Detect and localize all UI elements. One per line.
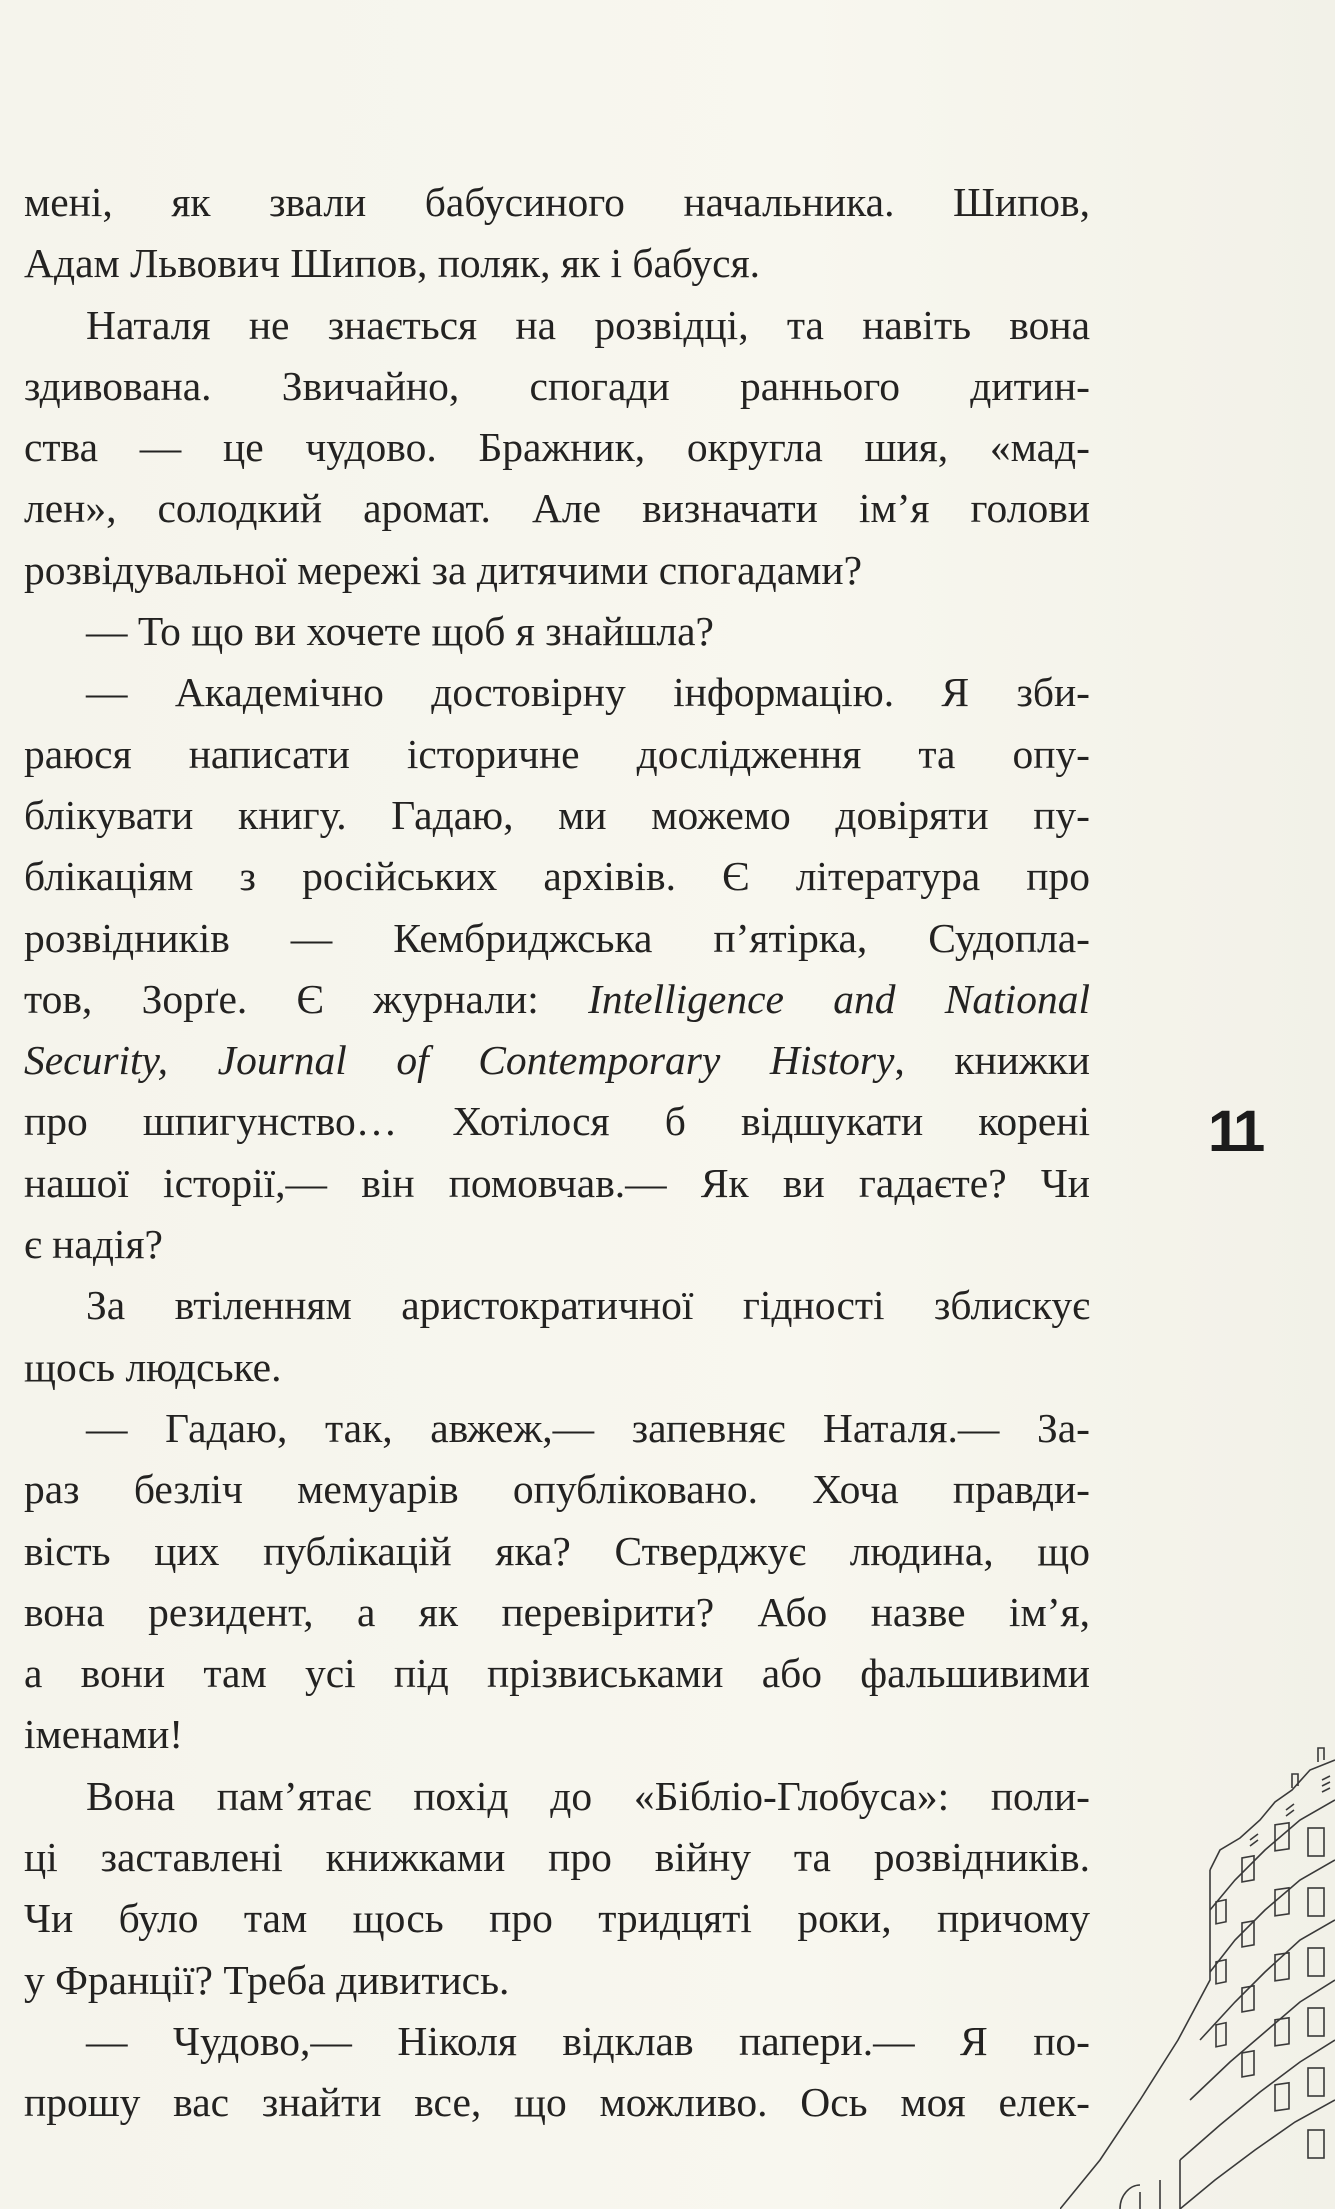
text-line: ства — це чудово. Бражник, округла шия, «мад-: [24, 424, 1090, 471]
text-line: раз безліч мемуарів опубліковано. Хоча правди-: [24, 1466, 1090, 1513]
text-line: — Академічно достовірну інформацію. Я зби-: [86, 669, 1090, 716]
text-line: вона резидент, а як перевірити? Або назве ім’я,: [24, 1588, 1090, 1635]
page-number: 11: [1208, 1099, 1262, 1164]
text-run: тов, Зорґе. Є журнали:: [24, 975, 589, 1022]
text-line: у Франції? Треба дивитись.: [24, 1956, 510, 2003]
text-line: щось людське.: [24, 1343, 282, 1390]
text-line: — Чудово,— Ніколя відклав папери.— Я по-: [86, 2017, 1090, 2064]
text-line: нашої історії,— він помовчав.— Як ви гадаєте? Чи: [24, 1159, 1090, 1206]
text-line: розвідувальної мережі за дитячими спогадами?: [24, 546, 863, 593]
text-line: а вони там усі під прізвиськами або фальшивими: [24, 1650, 1090, 1697]
text-line: вість цих публікацій яка? Стверджує людина, що: [24, 1527, 1090, 1574]
body-text: [24, 172, 1090, 2134]
text-line: [24, 1030, 1090, 1091]
text-line: блікаціям з російських архівів. Є література про: [24, 853, 1090, 900]
text-line: ці заставлені книжками про війну та розвідників.: [24, 1834, 1090, 1881]
text-line: мені, як звали бабусиного начальника. Шипов,: [24, 179, 1090, 225]
text-line: про шпигунство… Хотілося б відшукати корені: [24, 1098, 1090, 1145]
text-run: , книжки: [894, 1037, 1091, 1084]
text-line: є надія?: [24, 1221, 163, 1268]
text-line: здивована. Звичайно, спогади раннього дитин-: [24, 362, 1090, 409]
text-line: лен», солодкий аромат. Але визначати ім’я голови: [24, 485, 1090, 532]
text-line: Вона пам’ятає похід до «Бібліо-Глобуса»: поли-: [86, 1772, 1090, 1819]
journal-title: Security, Journal of Contemporary History: [24, 1037, 895, 1084]
text-line: Наталя не знається на розвідці, та навіть вона: [86, 301, 1090, 348]
text-line: розвідників — Кембриджська п’ятірка, Судопла-: [24, 914, 1090, 961]
journal-title: Intelligence and National: [588, 975, 1090, 1022]
text-line: [24, 969, 1090, 1030]
text-line: іменами!: [24, 1711, 184, 1758]
text-line: раюся написати історичне дослідження та опу-: [24, 730, 1090, 777]
text-line: Чи було там щось про тридцяті роки, причому: [24, 1895, 1090, 1942]
text-line: прошу вас знайти все, що можливо. Ось моя елек-: [24, 2079, 1090, 2126]
text-line: Адам Львович Шипов, поляк, як і бабуся.: [24, 240, 761, 287]
text-line: За втіленням аристократичної гідності зблискує: [86, 1282, 1090, 1329]
text-line: блікувати книгу. Гадаю, ми можемо довіряти пу-: [24, 791, 1090, 838]
text-line: — То що ви хочете щоб я знайшла?: [86, 608, 714, 655]
building-sketch-illustration: [1060, 1740, 1335, 2209]
text-line: — Гадаю, так, авжеж,— запевняє Наталя.— За-: [86, 1404, 1090, 1451]
